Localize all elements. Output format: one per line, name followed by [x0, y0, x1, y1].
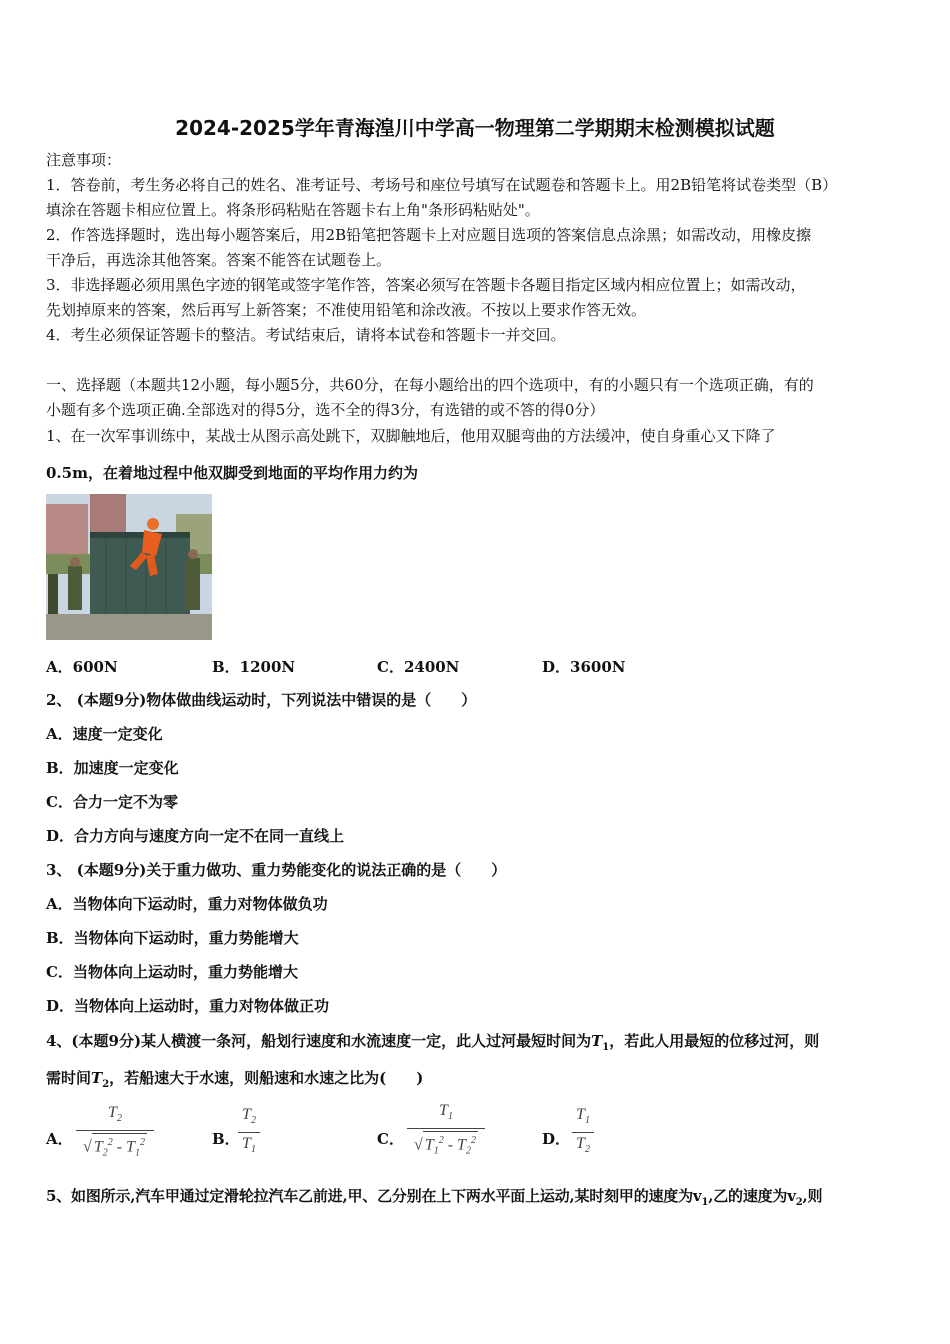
- question-2-option: B．加速度一定变化: [46, 759, 179, 777]
- formula-option-d: $T_1$ $T_2$: [572, 1106, 594, 1159]
- notice-line: 3．非选择题必须用黑色字迹的钢笔或签字笔作答，答案必须写在答题卡各题目指定区域内相应位置上；如需改动，: [46, 276, 806, 294]
- question-3-option: C．当物体向上运动时，重力势能增大: [46, 963, 298, 981]
- question-2-stem: 2、 (本题9分)物体做曲线运动时，下列说法中错误的是（ ）: [46, 691, 477, 709]
- formula-option-a: $T_2$ √ $T_2^2 - T_1^2$: [76, 1104, 154, 1163]
- question-4-option-label: C．: [377, 1130, 404, 1148]
- question-3-option: D．当物体向上运动时，重力对物体做正功: [46, 997, 330, 1015]
- training-photo: [46, 494, 212, 640]
- notice-line: 填涂在答题卡相应位置上。将条形码粘贴在答题卡右上角"条形码粘贴处"。: [46, 201, 540, 219]
- formula-option-c: $T_1$ √ $T_1^2 - T_2^2$: [407, 1102, 485, 1161]
- question-4-stem: 4、(本题9分)某人横渡一条河，船划行速度和水流速度一定，此人过河最短时间为$T_1$，若此人用最短的位移过河，则: [46, 1032, 820, 1053]
- notice-line: 干净后，再选涂其他答案。答案不能答在试题卷上。: [46, 251, 392, 269]
- question-3-option: A．当物体向下运动时，重力对物体做负功: [46, 895, 328, 913]
- section-heading: 小题有多个选项正确.全部选对的得5分，选不全的得3分，有选错的或不答的得0分）: [46, 401, 605, 419]
- question-2-option: D．合力方向与速度方向一定不在同一直线上: [46, 827, 345, 845]
- question-1-option: A．600N: [46, 658, 118, 676]
- question-4-option-label: D．: [542, 1130, 571, 1148]
- question-1-stem: 0.5m，在着地过程中他双脚受到地面的平均作用力约为: [46, 464, 418, 482]
- question-3-option: B．当物体向下运动时，重力势能增大: [46, 929, 299, 947]
- page-title: 2024-2025学年青海湟川中学高一物理第二学期期末检测模拟试题: [175, 116, 775, 140]
- formula-option-b: $T_2$ $T_1$: [238, 1106, 260, 1159]
- question-4-option-label: A．: [46, 1130, 73, 1148]
- question-2-option: C．合力一定不为零: [46, 793, 178, 811]
- question-3-stem: 3、 (本题9分)关于重力做功、重力势能变化的说法正确的是（ ）: [46, 861, 507, 879]
- question-1-stem: 1、在一次军事训练中，某战士从图示高处跳下，双脚触地后，他用双腿弯曲的方法缓冲，使自身重心又下降了: [46, 427, 776, 445]
- notice-heading: 注意事项：: [46, 151, 122, 169]
- question-1-option: C．2400N: [377, 658, 460, 676]
- section-heading: 一、选择题（本题共12小题，每小题5分，共60分，在每小题给出的四个选项中，有的小题只有一个选项正确，有的: [46, 376, 814, 394]
- notice-line: 先划掉原来的答案，然后再写上新答案；不准使用铅笔和涂改液。不按以上要求作答无效。: [46, 301, 647, 319]
- notice-line: 4．考生必须保证答题卡的整洁。考试结束后，请将本试卷和答题卡一并交回。: [46, 326, 566, 344]
- question-4-stem: 需时间$T_2$，若船速大于水速，则船速和水速之比为( ): [46, 1069, 424, 1090]
- question-2-option: A．速度一定变化: [46, 725, 163, 743]
- question-1-option: B．1200N: [212, 658, 296, 676]
- notice-line: 1．答卷前，考生务必将自己的姓名、准考证号、考场号和座位号填写在试题卷和答题卡上。用2B铅笔将试卷类型（B）: [46, 176, 838, 194]
- question-4-option-label: B．: [212, 1130, 240, 1148]
- notice-line: 2．作答选择题时，选出每小题答案后，用2B铅笔把答题卡上对应题目选项的答案信息点涂黑；如需改动，用橡皮擦: [46, 226, 812, 244]
- question-5-stem: 5、如图所示,汽车甲通过定滑轮拉汽车乙前进,甲、乙分别在上下两水平面上运动,某时刻甲的速度为$v_1$,乙的速度为$v_2$,则: [46, 1187, 823, 1208]
- question-1-option: D．3600N: [542, 658, 626, 676]
